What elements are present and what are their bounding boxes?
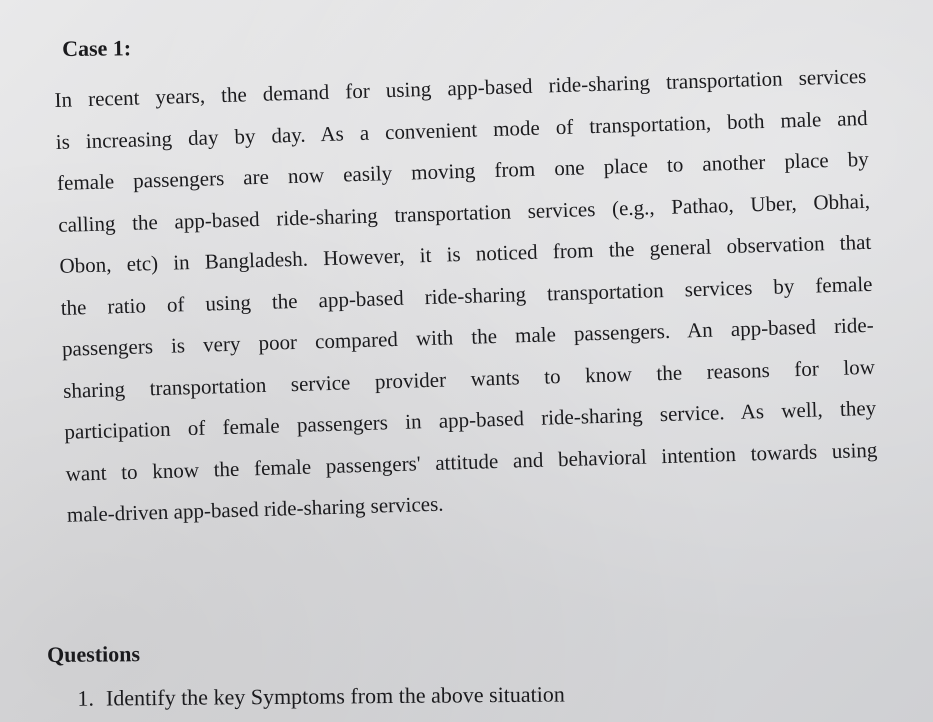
paragraph-line: Obon, etc) in Bangladesh. However, it is noticed from the general observation that xyxy=(59,229,872,278)
paragraph-line: sharing transportation service provider wants to know the reasons for low xyxy=(62,354,876,403)
paragraph-line: male-driven app-based ride-sharing services. xyxy=(66,491,444,527)
question-number: 1. xyxy=(77,685,95,711)
paragraph-line: is increasing day by day. As a convenient mode of transportation, both male and xyxy=(55,105,868,154)
questions-section xyxy=(47,637,565,712)
case-title: Case 1: xyxy=(62,35,132,61)
paragraph-line: want to know the female passengers' attitude and behavioral intention towards using xyxy=(65,437,878,486)
paragraph-line: passengers is very poor compared with the male passengers. An app-based ride- xyxy=(61,312,874,361)
paragraph-line: In recent years, the demand for using app-based ride-sharing transportation services xyxy=(54,63,867,112)
question-item xyxy=(77,681,565,711)
paragraph-line: calling the app-based ride-sharing transportation services (e.g., Pathao, Uber, Obhai, xyxy=(57,188,871,237)
paragraph-line: the ratio of using the app-based ride-sharing transportation services by female xyxy=(60,271,873,320)
paragraph-line: female passengers are now easily moving from one place to another place by xyxy=(56,146,870,195)
case-paragraph xyxy=(54,55,897,536)
question-text: Identify the key Symptoms from the above situation xyxy=(105,681,565,711)
questions-heading: Questions xyxy=(47,641,141,667)
paragraph-line: participation of female passengers in app-based ride-sharing service. As well, they xyxy=(64,395,877,444)
